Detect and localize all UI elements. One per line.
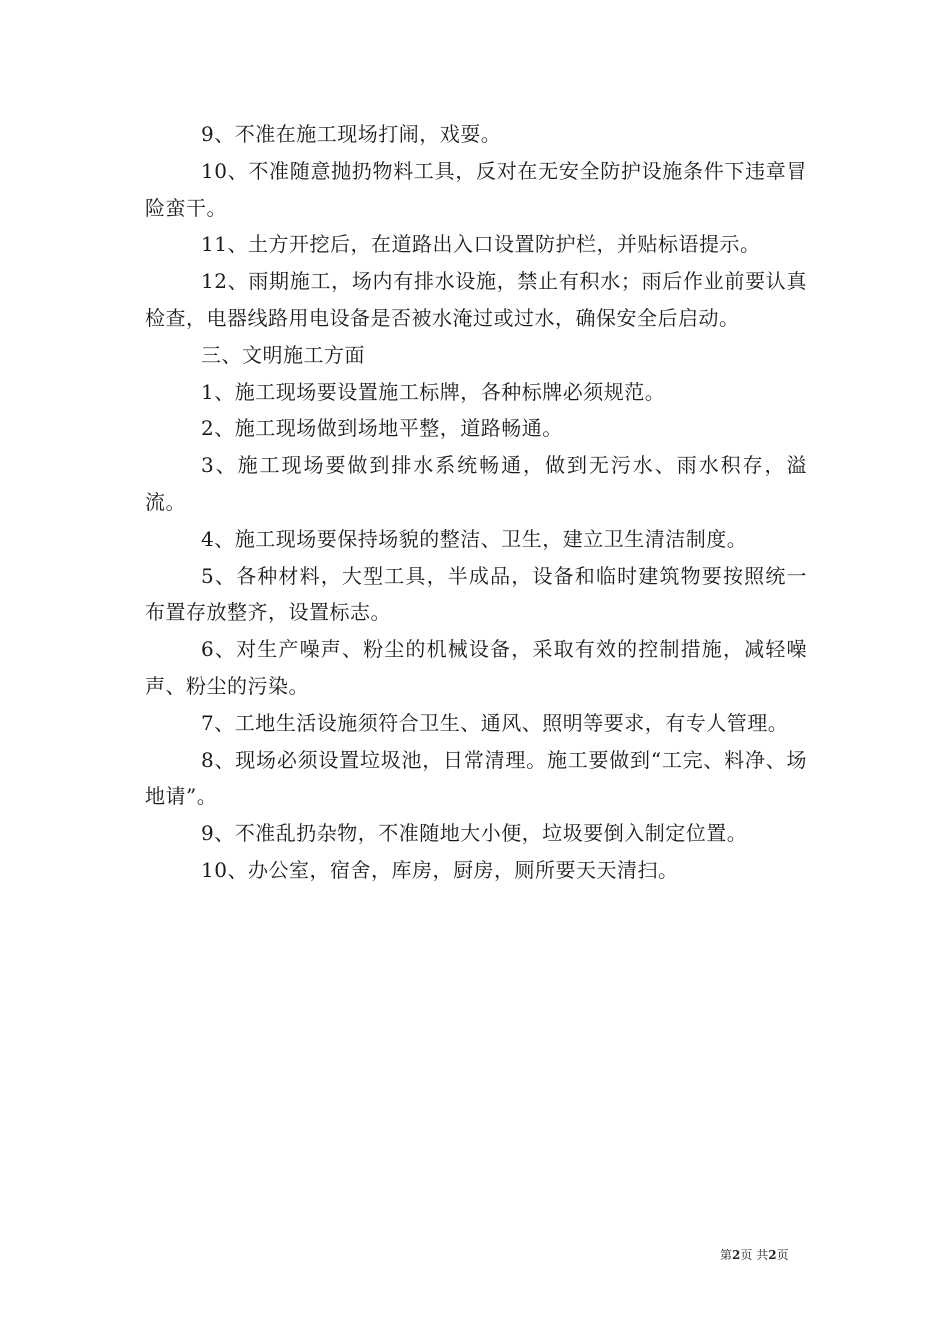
paragraph-item-4-cleanliness: 4、施工现场要保持场貌的整洁、卫生，建立卫生清洁制度。 [201, 526, 748, 551]
paragraph-item-3-drainage: 3、施工现场要做到排水系统畅通，做到无污水、雨水积存，溢流。 [145, 453, 807, 514]
paragraph-item-10-no-throwing: 10、不准随意抛扔物料工具，反对在无安全防护设施条件下违章冒险蛮干。 [145, 158, 807, 220]
paragraph-item-12-rainy-season: 12、雨期施工，场内有排水设施，禁止有积水；雨后作业前要认真检查，电器线路用电设备是否被水淹过或过水，确保安全后启动。 [145, 269, 807, 330]
footer-suffix: 页 [776, 1248, 789, 1262]
footer-current-page: 2 [732, 1248, 741, 1262]
section-heading-civilized-construction: 三、文明施工方面 [201, 342, 365, 367]
body-text [145, 116, 807, 889]
paragraph-item-8-garbage-pool: 8、现场必须设置垃圾池，日常清理。施工要做到“工完、料净、场地请”。 [145, 747, 807, 809]
paragraph-item-2-site-level: 2、施工现场做到场地平整，道路畅通。 [201, 416, 563, 441]
paragraph-item-7-living-facilities: 7、工地生活设施须符合卫生、通风、照明等要求，有专人管理。 [201, 710, 789, 735]
paragraph-item-10-daily-cleaning: 10、办公室，宿舍，库房，厨房，厕所要天天清扫。 [201, 857, 679, 882]
footer-middle: 页 共 [740, 1248, 769, 1262]
paragraph-item-1-signboards: 1、施工现场要设置施工标牌，各种标牌必须规范。 [201, 379, 666, 404]
footer-total-pages: 2 [768, 1248, 777, 1262]
page-footer [720, 1247, 789, 1263]
paragraph-item-6-noise-dust: 6、对生产噪声、粉尘的机械设备，采取有效的控制措施，减轻噪声、粉尘的污染。 [145, 637, 807, 698]
paragraph-item-9-no-fighting: 9、不准在施工现场打闹，戏耍。 [201, 122, 502, 146]
paragraph-item-9-no-littering: 9、不准乱扔杂物，不准随地大小便，垃圾要倒入制定位置。 [201, 821, 748, 846]
paragraph-item-5-materials: 5、各种材料，大型工具，半成品，设备和临时建筑物要按照统一布置存放整齐，设置标志。 [145, 563, 807, 625]
paragraph-item-11-earthwork: 11、土方开挖后，在道路出入口设置防护栏，并贴标语提示。 [201, 232, 761, 257]
footer-prefix: 第 [720, 1248, 733, 1262]
